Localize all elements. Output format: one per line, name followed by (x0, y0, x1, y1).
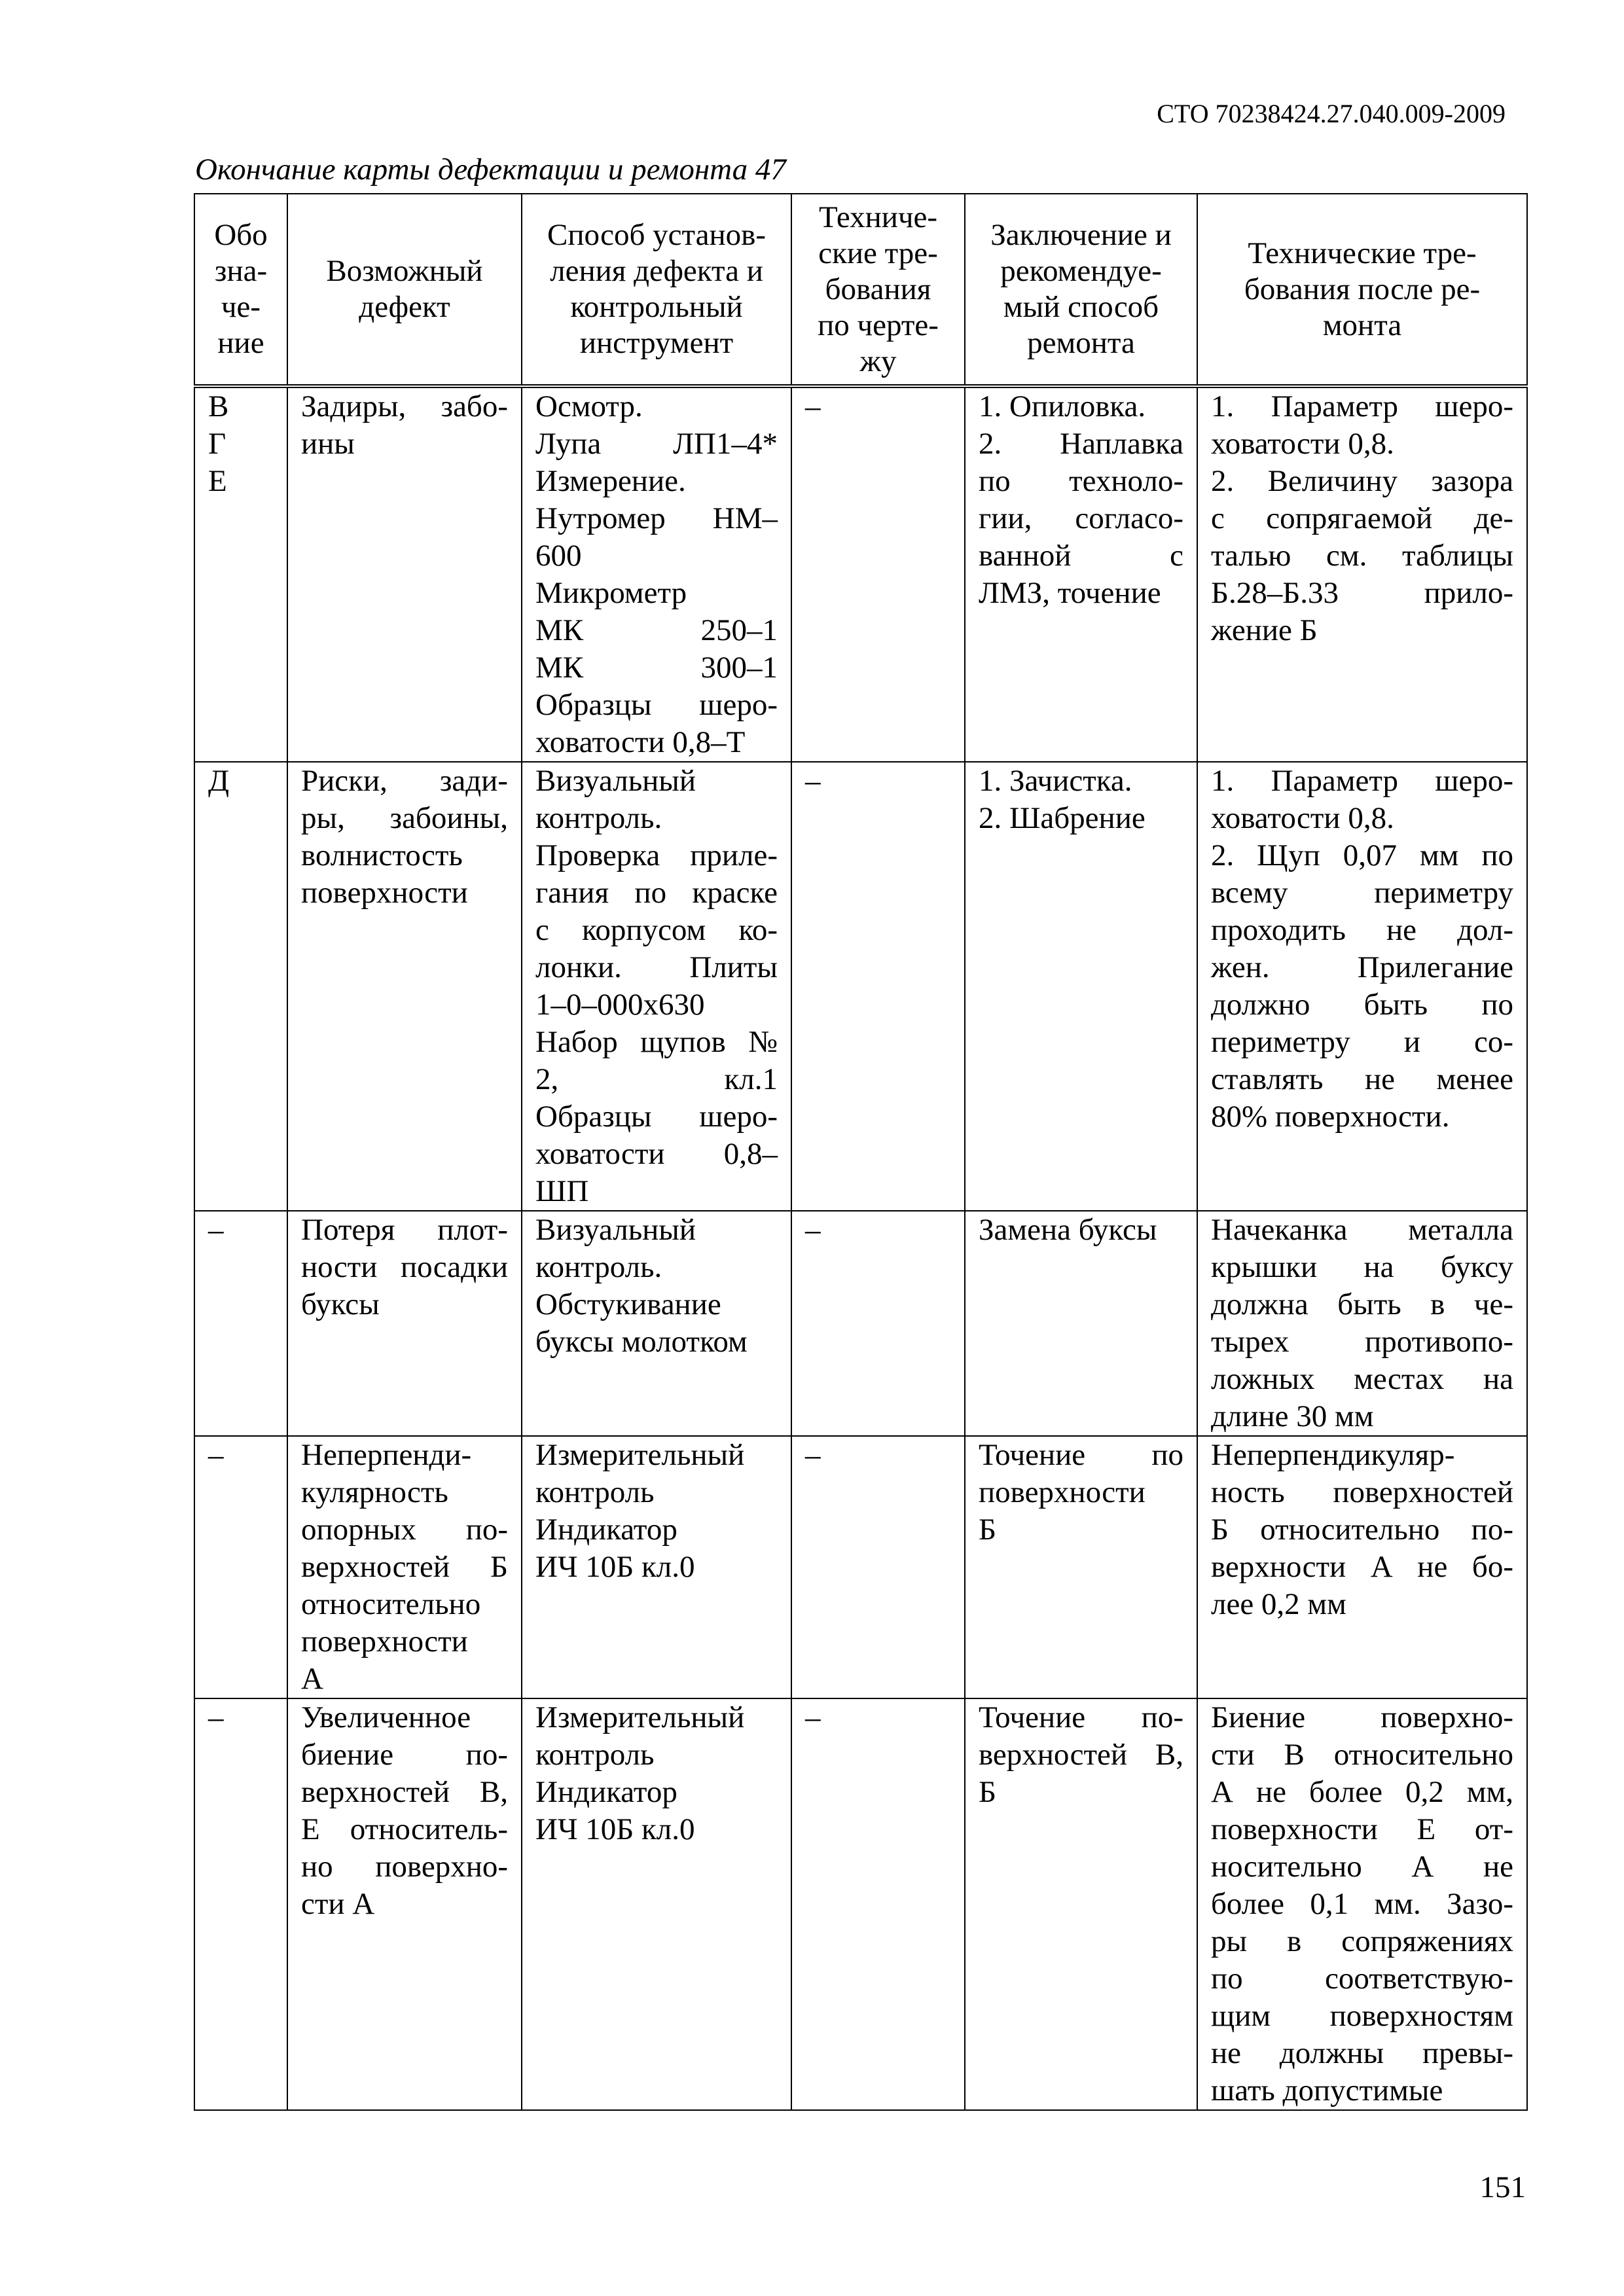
header-designation (194, 194, 287, 386)
defect-repair-table (194, 193, 1528, 2111)
cell-drawing-requirements (791, 1436, 965, 1698)
cell-line: Точение по (979, 1438, 1183, 1472)
cell-line: – (805, 1700, 821, 1734)
cell-repair (965, 1698, 1197, 2110)
cell-line: Технические тре- (1248, 236, 1477, 270)
cell-line: по соответствую- (1211, 1962, 1513, 1996)
cell-line: 2. Величину зазора (1211, 464, 1513, 498)
cell-line: ЛМЗ, точение (979, 576, 1161, 610)
cell-line: бования (825, 272, 931, 306)
cell-line: Замена буксы (979, 1213, 1157, 1247)
cell-line: Измерительный (535, 1438, 745, 1472)
cell-line: ШП (535, 1174, 589, 1208)
cell-line: Риски, зади- (301, 764, 508, 798)
cell-line: ние (217, 326, 264, 360)
cell-line: лее 0,2 мм (1211, 1587, 1346, 1621)
cell-line: Заключение и (990, 218, 1172, 252)
cell-line: ИЧ 10Б кл.0 (535, 1550, 695, 1584)
cell-line: контроль. (535, 801, 662, 835)
table-caption: Окончание карты дефектации и ремонта 47 (195, 152, 786, 187)
cell-line: верхностей В, (301, 1775, 508, 1809)
cell-line: лонки. Плиты (535, 950, 778, 984)
cell-line: Б относительно по- (1211, 1513, 1513, 1547)
cell-line: по черте- (818, 308, 939, 342)
table-row (194, 762, 1527, 1211)
cell-line: – (805, 1438, 821, 1472)
cell-line: Измерение. (535, 464, 686, 498)
cell-defect (287, 1436, 522, 1698)
cell-line: 2. Шабрение (979, 801, 1146, 835)
cell-line: дефект (359, 290, 450, 324)
cell-line: Неперпенди- (301, 1438, 472, 1472)
cell-defect (287, 1698, 522, 2110)
cell-repair (965, 762, 1197, 1211)
cell-line: носительно А не (1211, 1850, 1513, 1884)
cell-line: Индикатор (535, 1775, 677, 1809)
cell-line: мый способ (1003, 290, 1159, 324)
cell-line: – (208, 1700, 224, 1734)
cell-line: Обстукивание (535, 1287, 721, 1321)
cell-designation (194, 1436, 287, 1698)
cell-line: ности посадки (301, 1250, 508, 1284)
cell-line: ставлять не менее (1211, 1062, 1513, 1096)
cell-line: 1. Параметр шеро- (1211, 389, 1513, 423)
cell-line: контроль. (535, 1250, 662, 1284)
cell-line: всему периметру (1211, 876, 1513, 910)
cell-line: ины (301, 427, 355, 461)
cell-line: 2. Наплавка (979, 427, 1183, 461)
cell-line: жу (859, 344, 897, 378)
cell-line: Задиры, забо- (301, 389, 508, 423)
cell-line: 1–0–000х630 (535, 988, 705, 1022)
cell-defect (287, 1211, 522, 1436)
cell-line: Визуальный (535, 764, 696, 798)
cell-after-repair (1197, 1698, 1527, 2110)
cell-line: А не более 0,2 мм, (1211, 1775, 1513, 1809)
cell-line: ления дефекта и (550, 254, 763, 288)
cell-line: сти В относительно (1211, 1738, 1513, 1772)
cell-method (522, 1211, 791, 1436)
cell-line: А (301, 1662, 323, 1696)
cell-line: Проверка приле- (535, 838, 778, 872)
cell-line: ские тре- (818, 236, 938, 270)
cell-line: но поверхно- (301, 1850, 508, 1884)
cell-line: гания по краске (535, 876, 778, 910)
cell-line: с корпусом ко- (535, 913, 778, 947)
table-row (194, 1436, 1527, 1698)
cell-line: Способ установ- (547, 218, 767, 252)
cell-line: МК 300–1 (535, 651, 778, 685)
cell-line: МК 250–1 (535, 613, 778, 647)
cell-line: более 0,1 мм. Зазо- (1211, 1887, 1513, 1921)
cell-line: бования после ре- (1244, 272, 1481, 306)
cell-repair (965, 1211, 1197, 1436)
cell-designation (194, 762, 287, 1211)
cell-defect (287, 386, 522, 762)
table-row (194, 1698, 1527, 2110)
cell-designation (194, 1211, 287, 1436)
cell-line: В (208, 389, 229, 423)
cell-line: опорных по- (301, 1513, 508, 1547)
cell-method (522, 1698, 791, 2110)
cell-line: ремонта (1027, 326, 1135, 360)
cell-line: ность поверхностей (1211, 1475, 1513, 1509)
cell-line: Б (979, 1513, 996, 1547)
cell-line: Нутромер НМ– (535, 501, 778, 535)
cell-line: тырех противопо- (1211, 1325, 1513, 1359)
page-number: 151 (1479, 2170, 1526, 2204)
cell-line: жение Б (1211, 613, 1318, 647)
cell-line: Д (208, 764, 230, 798)
cell-line: 2. Щуп 0,07 мм по (1211, 838, 1513, 872)
cell-line: Биение поверхно- (1211, 1700, 1513, 1734)
cell-drawing-requirements (791, 1698, 965, 2110)
cell-line: Осмотр. (535, 389, 643, 423)
cell-line: 600 (535, 539, 582, 573)
table-row (194, 386, 1527, 762)
cell-line: Точение по- (979, 1700, 1183, 1734)
cell-line: зна- (214, 254, 268, 288)
cell-line: че- (221, 290, 261, 324)
cell-line: Образцы шеро- (535, 1100, 778, 1134)
cell-line: 1. Опиловка. (979, 389, 1146, 423)
cell-line: ры, забоины, (301, 801, 508, 835)
cell-line: рекомендуе- (1000, 254, 1162, 288)
cell-line: ры в сопряжениях (1211, 1924, 1513, 1958)
cell-line: периметру и со- (1211, 1025, 1513, 1059)
cell-line: 1. Зачистка. (979, 764, 1132, 798)
cell-line: буксы молотком (535, 1325, 748, 1359)
cell-method (522, 386, 791, 762)
cell-line: Визуальный (535, 1213, 696, 1247)
cell-line: 2, кл.1 (535, 1062, 778, 1096)
cell-line: Е относитель- (301, 1812, 508, 1846)
cell-after-repair (1197, 762, 1527, 1211)
cell-line: Начеканка металла (1211, 1213, 1513, 1247)
cell-line: щим поверхностям (1211, 1999, 1513, 2033)
cell-line: верхностей В, (979, 1738, 1183, 1772)
cell-drawing-requirements (791, 762, 965, 1211)
table-row (194, 1211, 1527, 1436)
cell-line: Обо (214, 218, 268, 252)
cell-after-repair (1197, 1436, 1527, 1698)
cell-line: Возможный (326, 254, 483, 288)
cell-line: Неперпендикуляр- (1211, 1438, 1455, 1472)
cell-line: 1. Параметр шеро- (1211, 764, 1513, 798)
cell-drawing-requirements (791, 386, 965, 762)
cell-line: Увеличенное (301, 1700, 471, 1734)
header-defect (287, 194, 522, 386)
cell-line: поверхности (979, 1475, 1146, 1509)
cell-line: Б.28–Б.33 прило- (1211, 576, 1513, 610)
cell-line: монта (1322, 308, 1402, 342)
cell-line: инструмент (579, 326, 734, 360)
cell-line: ложных местах на (1211, 1362, 1513, 1396)
cell-line: ховатости 0,8. (1211, 801, 1394, 835)
cell-line: ховатости 0,8. (1211, 427, 1394, 461)
cell-line: не должны превы- (1211, 2036, 1513, 2070)
cell-line: проходить не дол- (1211, 913, 1513, 947)
cell-line: Е (208, 464, 227, 498)
cell-line: – (805, 389, 821, 423)
cell-line: сти А (301, 1887, 375, 1921)
header-method (522, 194, 791, 386)
cell-line: ховатости 0,8–Т (535, 725, 746, 759)
cell-line: поверхности (301, 1624, 468, 1659)
cell-line: Б (979, 1775, 996, 1809)
cell-repair (965, 1436, 1197, 1698)
cell-line: жен. Прилегание (1211, 950, 1513, 984)
header-after-repair (1197, 194, 1527, 386)
cell-line: буксы (301, 1287, 380, 1321)
cell-line: по техноло- (979, 464, 1183, 498)
header-repair (965, 194, 1197, 386)
cell-line: Набор щупов № (535, 1025, 778, 1059)
cell-line: должна быть в че- (1211, 1287, 1513, 1321)
cell-line: крышки на буксу (1211, 1250, 1513, 1284)
cell-line: – (208, 1213, 224, 1247)
cell-after-repair (1197, 1211, 1527, 1436)
cell-designation (194, 1698, 287, 2110)
cell-line: Индикатор (535, 1513, 677, 1547)
cell-line: шать допустимые (1211, 2073, 1443, 2108)
cell-line: с сопрягаемой де- (1211, 501, 1513, 535)
cell-line: Г (208, 427, 226, 461)
cell-line: относительно (301, 1587, 481, 1621)
cell-line: верхностей Б (301, 1550, 508, 1584)
cell-line: поверхности Е от- (1211, 1812, 1513, 1846)
cell-line: должно быть по (1211, 988, 1513, 1022)
cell-repair (965, 386, 1197, 762)
cell-line: Образцы шеро- (535, 688, 778, 722)
cell-line: Лупа ЛП1–4* (535, 427, 778, 461)
cell-designation (194, 386, 287, 762)
cell-line: гии, согласо- (979, 501, 1183, 535)
cell-line: Потеря плот- (301, 1213, 508, 1247)
cell-line: кулярность (301, 1475, 448, 1509)
cell-method (522, 1436, 791, 1698)
header-drawing-requirements (791, 194, 965, 386)
cell-after-repair (1197, 386, 1527, 762)
cell-line: Техниче- (818, 200, 938, 234)
cell-line: 80% поверхности. (1211, 1100, 1450, 1134)
cell-line: ванной с (979, 539, 1183, 573)
cell-line: – (805, 764, 821, 798)
cell-line: контроль (535, 1738, 655, 1772)
cell-line: верхности А не бо- (1211, 1550, 1513, 1584)
cell-line: биение по- (301, 1738, 508, 1772)
cell-line: контрольный (570, 290, 743, 324)
cell-line: – (805, 1213, 821, 1247)
cell-line: Измерительный (535, 1700, 745, 1734)
cell-line: волнистость (301, 838, 463, 872)
cell-line: Микрометр (535, 576, 687, 610)
cell-defect (287, 762, 522, 1211)
cell-line: – (208, 1438, 224, 1472)
cell-method (522, 762, 791, 1211)
document-code: СТО 70238424.27.040.009-2009 (1157, 99, 1506, 128)
cell-line: длине 30 мм (1211, 1399, 1374, 1433)
table-header-row (194, 194, 1527, 386)
cell-line: талью см. таблицы (1211, 539, 1513, 573)
cell-line: ховатости 0,8– (535, 1137, 778, 1171)
cell-drawing-requirements (791, 1211, 965, 1436)
cell-line: ИЧ 10Б кл.0 (535, 1812, 695, 1846)
cell-line: поверхности (301, 876, 468, 910)
cell-line: контроль (535, 1475, 655, 1509)
